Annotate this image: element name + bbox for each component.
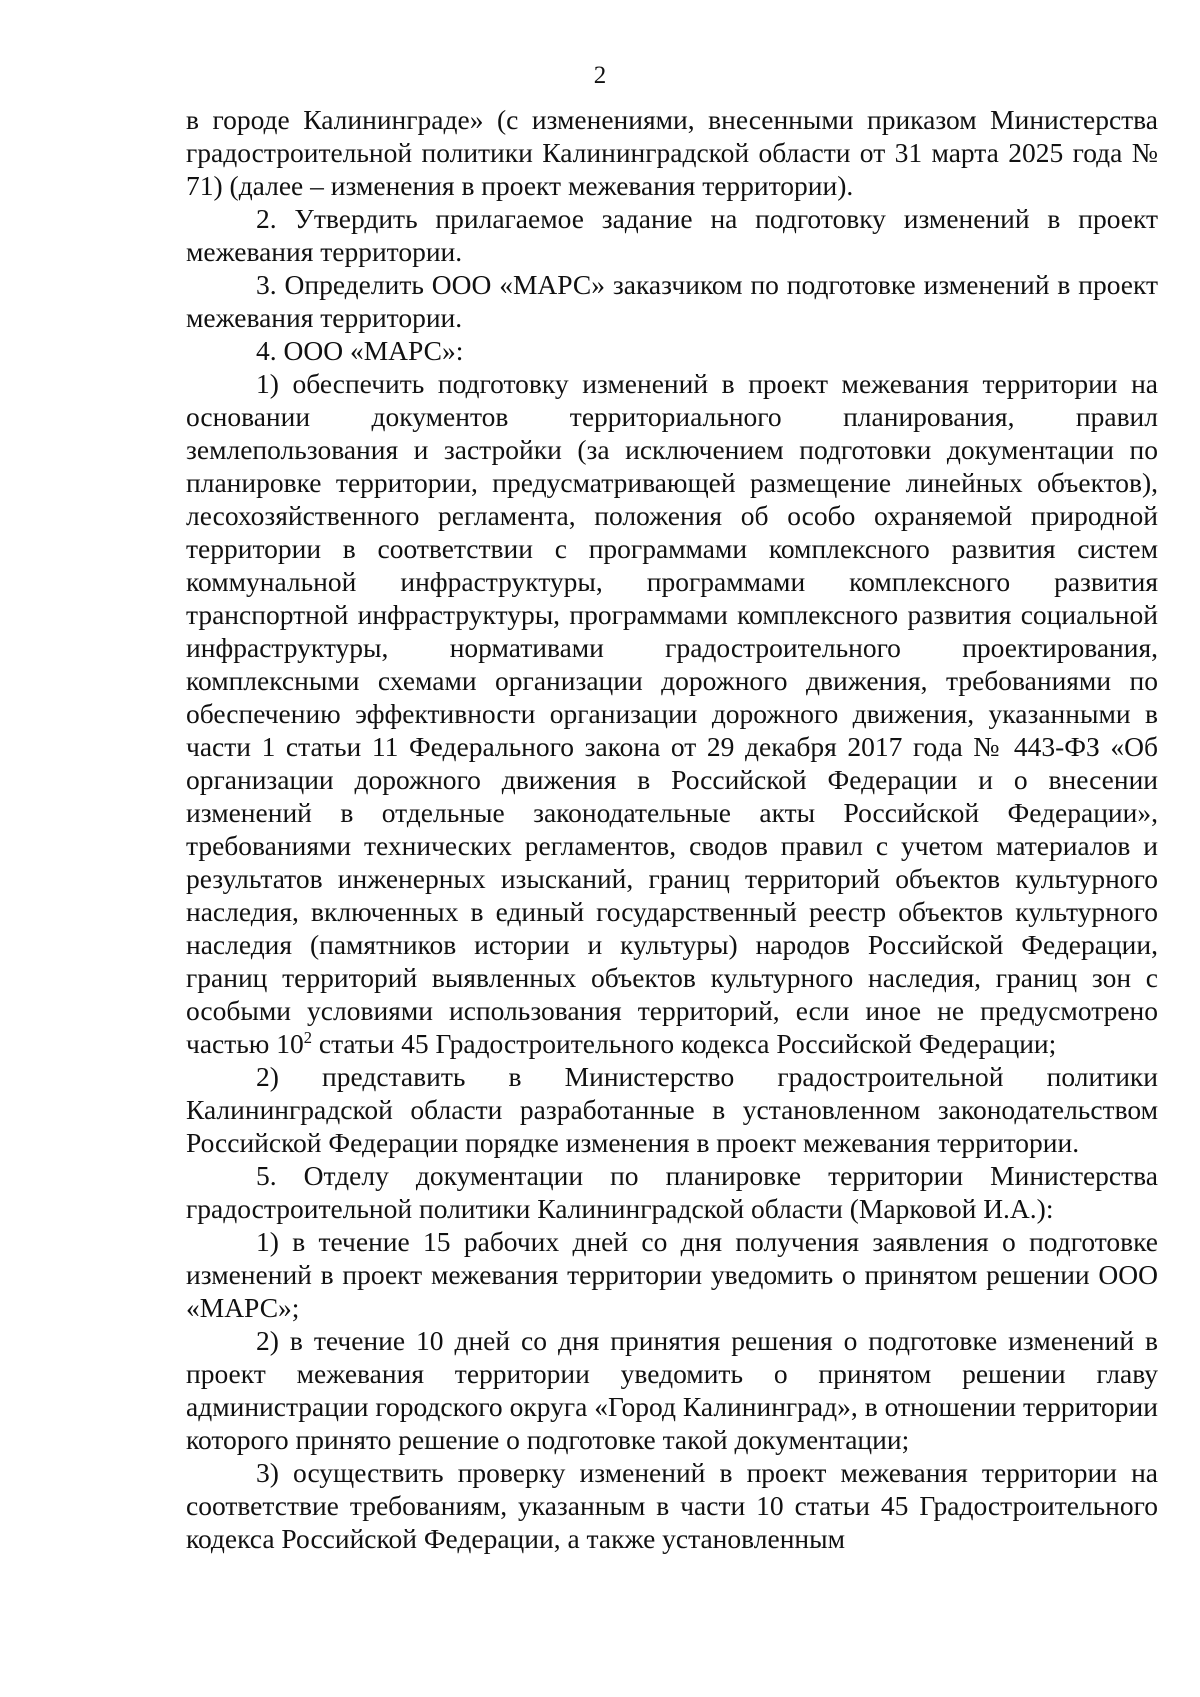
- paragraph-item-5-1: [186, 1225, 1158, 1324]
- paragraph-text: 3. Определить ООО «МАРС» заказчиком по подготовке изменений в проект межевания территории.: [186, 269, 1158, 333]
- document-body: [186, 103, 1158, 1555]
- paragraph-text: 1) обеспечить подготовку изменений в проект межевания территории на основании документов территориального планирования, правил землепользования и застройки (за исключением подготовки документации по планировке территории, предусматривающей размещение линейных объектов), лесохозяйственного регламента, положения об особо охраняемой природной территории в соответствии с программами комплексного развития систем коммунальной инфраструктуры, программами комплексного развития транспортной инфраструктуры, программами комплексного развития социальной инфраструктуры, нормативами градостроительного проектирования, комплексными схемами организации дорожного движения, требованиями по обеспечению эффективности организации дорожного движения, указанными в части 1 статьи 11 Федерального закона от 29 декабря 2017 года № 443-ФЗ «Об организации дорожного движения в Российской Федерации и о внесении изменений в отдельные законодательные акты Российской Федерации», требованиями технических регламентов, сводов правил с учетом материалов и результатов инженерных изысканий, границ территорий объектов культурного наследия, включенных в единый государственный реестр объектов культурного наследия (памятников истории и культуры) народов Российской Федерации, границ территорий выявленных объектов культурного наследия, границ зон с особыми условиями использования территорий, если иное не предусмотрено частью 10: [186, 368, 1158, 1059]
- paragraph-1-continuation: [186, 103, 1158, 202]
- paragraph-item-2: [186, 202, 1158, 268]
- paragraph-item-5: [186, 1159, 1158, 1225]
- paragraph-text: 2) представить в Министерство градостроительной политики Калининградской области разработанные в установленном законодательством Российской Федерации порядке изменения в проект межевания территории.: [186, 1061, 1158, 1158]
- paragraph-item-5-3: [186, 1456, 1158, 1555]
- paragraph-text-tail: статьи 45 Градостроительного кодекса Российской Федерации;: [311, 1028, 1057, 1059]
- paragraph-text: 2) в течение 10 дней со дня принятия решения о подготовке изменений в проект межевания территории уведомить о принятом решении главу администрации городского округа «Город Калининград», в отношении территории которого принято решение о подготовке такой документации;: [186, 1325, 1158, 1455]
- paragraph-text: 3) осуществить проверку изменений в проект межевания территории на соответствие требованиям, указанным в части 10 статьи 45 Градостроительного кодекса Российской Федерации, а также установленным: [186, 1457, 1158, 1554]
- paragraph-item-5-2: [186, 1324, 1158, 1456]
- paragraph-text: 5. Отделу документации по планировке территории Министерства градостроительной политики Калининградской области (Марковой И.А.):: [186, 1160, 1158, 1224]
- page-number: 2: [593, 62, 607, 89]
- paragraph-item-4: [186, 334, 1158, 367]
- paragraph-item-4-2: [186, 1060, 1158, 1159]
- paragraph-text: 1) в течение 15 рабочих дней со дня получения заявления о подготовке изменений в проект межевания территории уведомить о принятом решении ООО «МАРС»;: [186, 1226, 1158, 1323]
- paragraph-text: 2. Утвердить прилагаемое задание на подготовку изменений в проект межевания территории.: [186, 203, 1158, 267]
- paragraph-text: в городе Калининграде» (с изменениями, внесенными приказом Министерства градостроительной политики Калининградской области от 31 марта 2025 года № 71) (далее – изменения в проект межевания территории).: [186, 104, 1158, 201]
- paragraph-text: 4. ООО «МАРС»:: [256, 335, 464, 366]
- paragraph-item-4-1: [186, 367, 1158, 1060]
- superscript: 2: [303, 1027, 312, 1047]
- paragraph-item-3: [186, 268, 1158, 334]
